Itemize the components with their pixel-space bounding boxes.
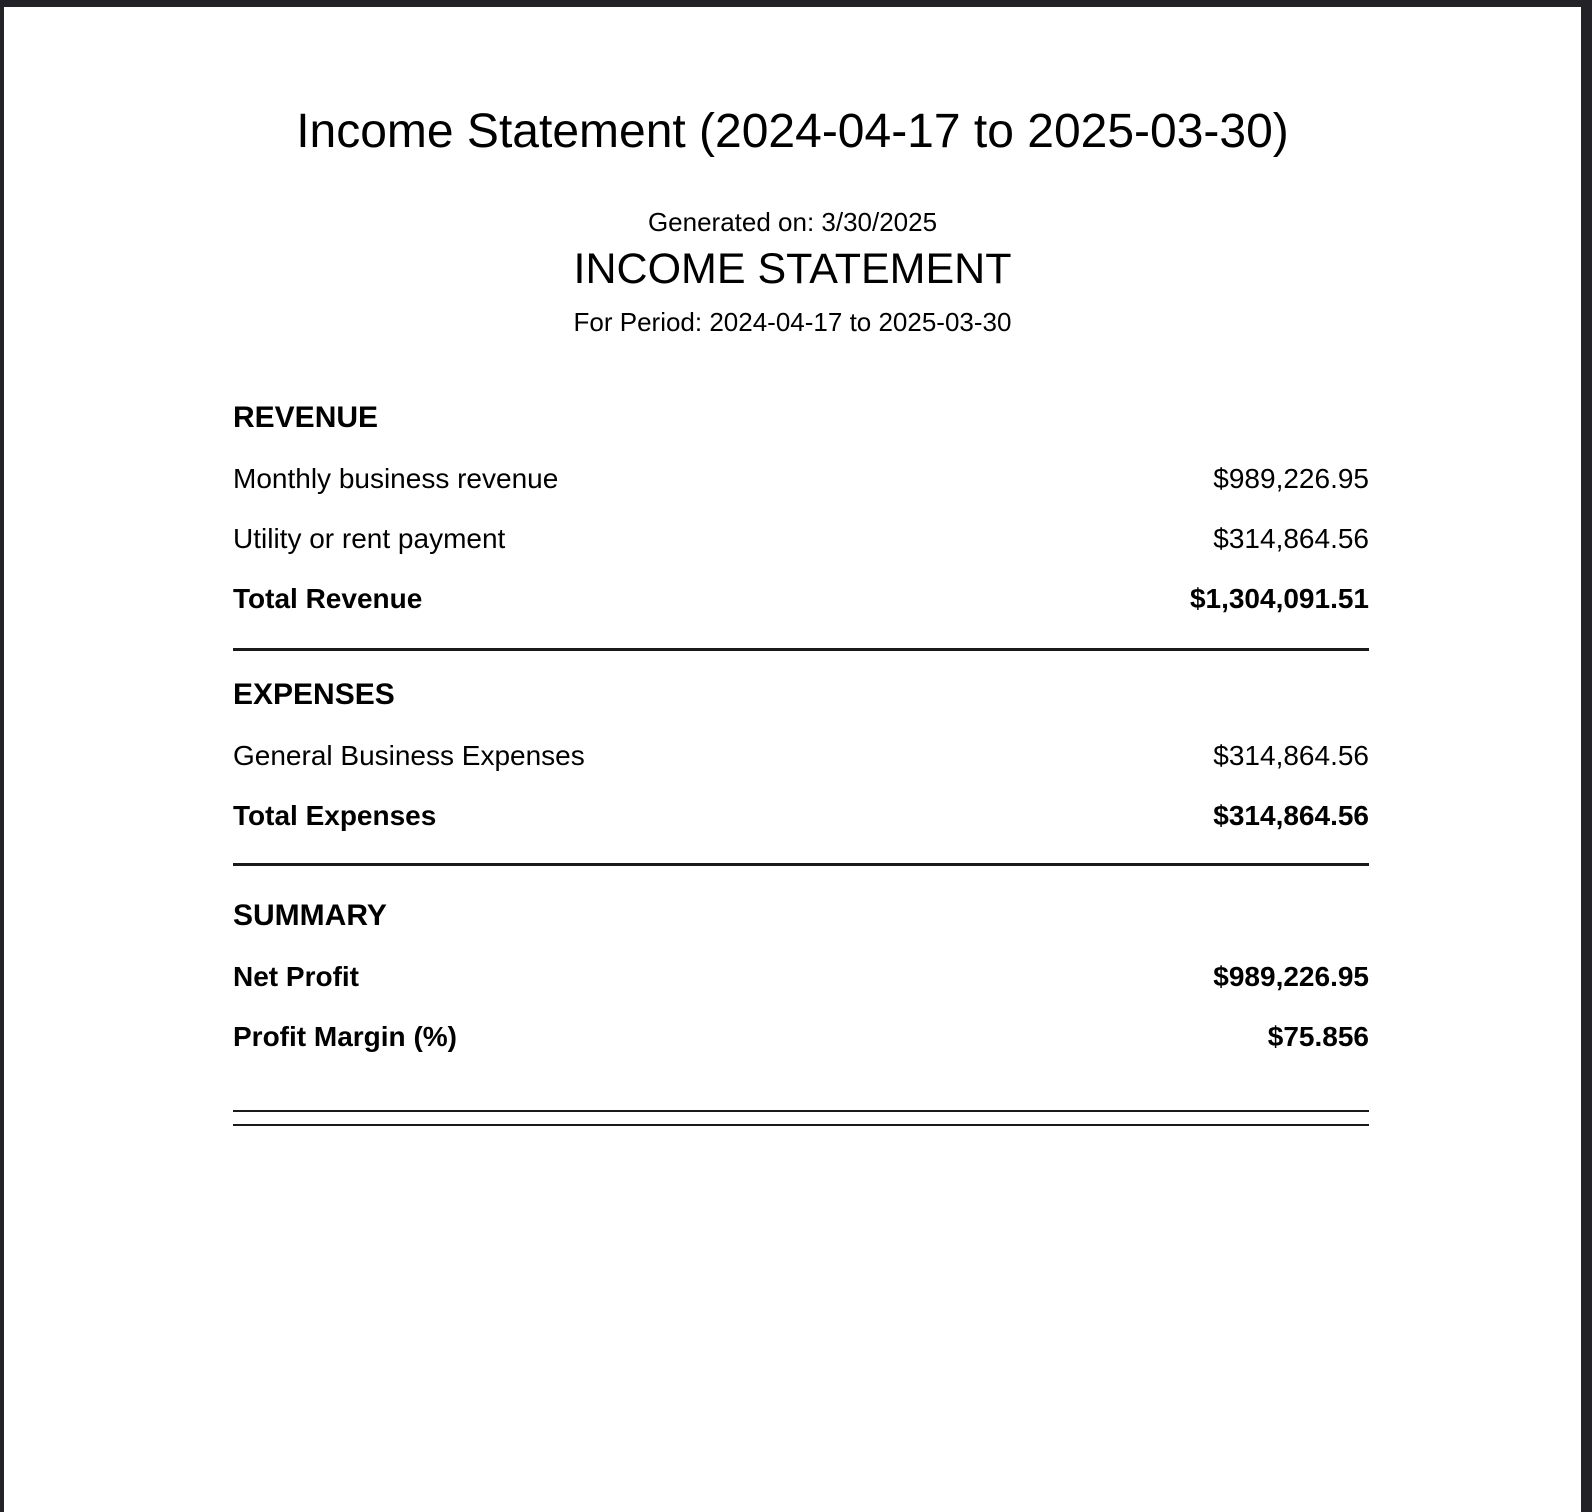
statement-body [233,400,1369,1126]
row-label: Monthly business revenue [233,463,559,495]
statement-heading: INCOME STATEMENT [573,245,1012,294]
summary-section [233,898,1369,1054]
revenue-section-heading: REVENUE [233,401,379,435]
page-title: Income Statement (2024-04-17 to 2025-03-30) [296,105,1289,158]
total-expenses-row [233,799,1369,833]
revenue-section [233,400,1369,616]
row-label: Net Profit [233,961,359,993]
row-amount: $989,226.95 [1213,961,1369,993]
row-label: Total Expenses [233,800,437,832]
row-label: General Business Expenses [233,740,585,772]
row-amount: $314,864.56 [1213,740,1369,772]
row-label: Utility or rent payment [233,523,506,555]
row-amount: $989,226.95 [1213,463,1369,495]
expenses-row-general-business-expenses [233,739,1369,773]
profit-margin-row [233,1020,1369,1054]
expenses-section [233,677,1369,833]
total-revenue-row [233,582,1369,616]
row-amount: $314,864.56 [1213,800,1369,832]
expenses-section-divider [233,863,1369,866]
document-header [4,7,1581,338]
period-line: For Period: 2024-04-17 to 2025-03-30 [573,306,1012,337]
summary-section-heading: SUMMARY [233,899,387,933]
revenue-row-utility-or-rent-payment [233,522,1369,556]
revenue-row-monthly-business-revenue [233,462,1369,496]
row-amount: $75.856 [1267,1021,1369,1053]
row-amount: $1,304,091.51 [1189,583,1369,615]
row-label: Profit Margin (%) [233,1021,457,1053]
net-profit-row [233,960,1369,994]
revenue-section-divider [233,648,1369,651]
generated-on-line: Generated on: 3/30/2025 [647,206,938,237]
expenses-section-heading: EXPENSES [233,678,395,712]
statement-end-double-rule [233,1110,1369,1126]
row-amount: $314,864.56 [1213,523,1369,555]
row-label: Total Revenue [233,583,423,615]
